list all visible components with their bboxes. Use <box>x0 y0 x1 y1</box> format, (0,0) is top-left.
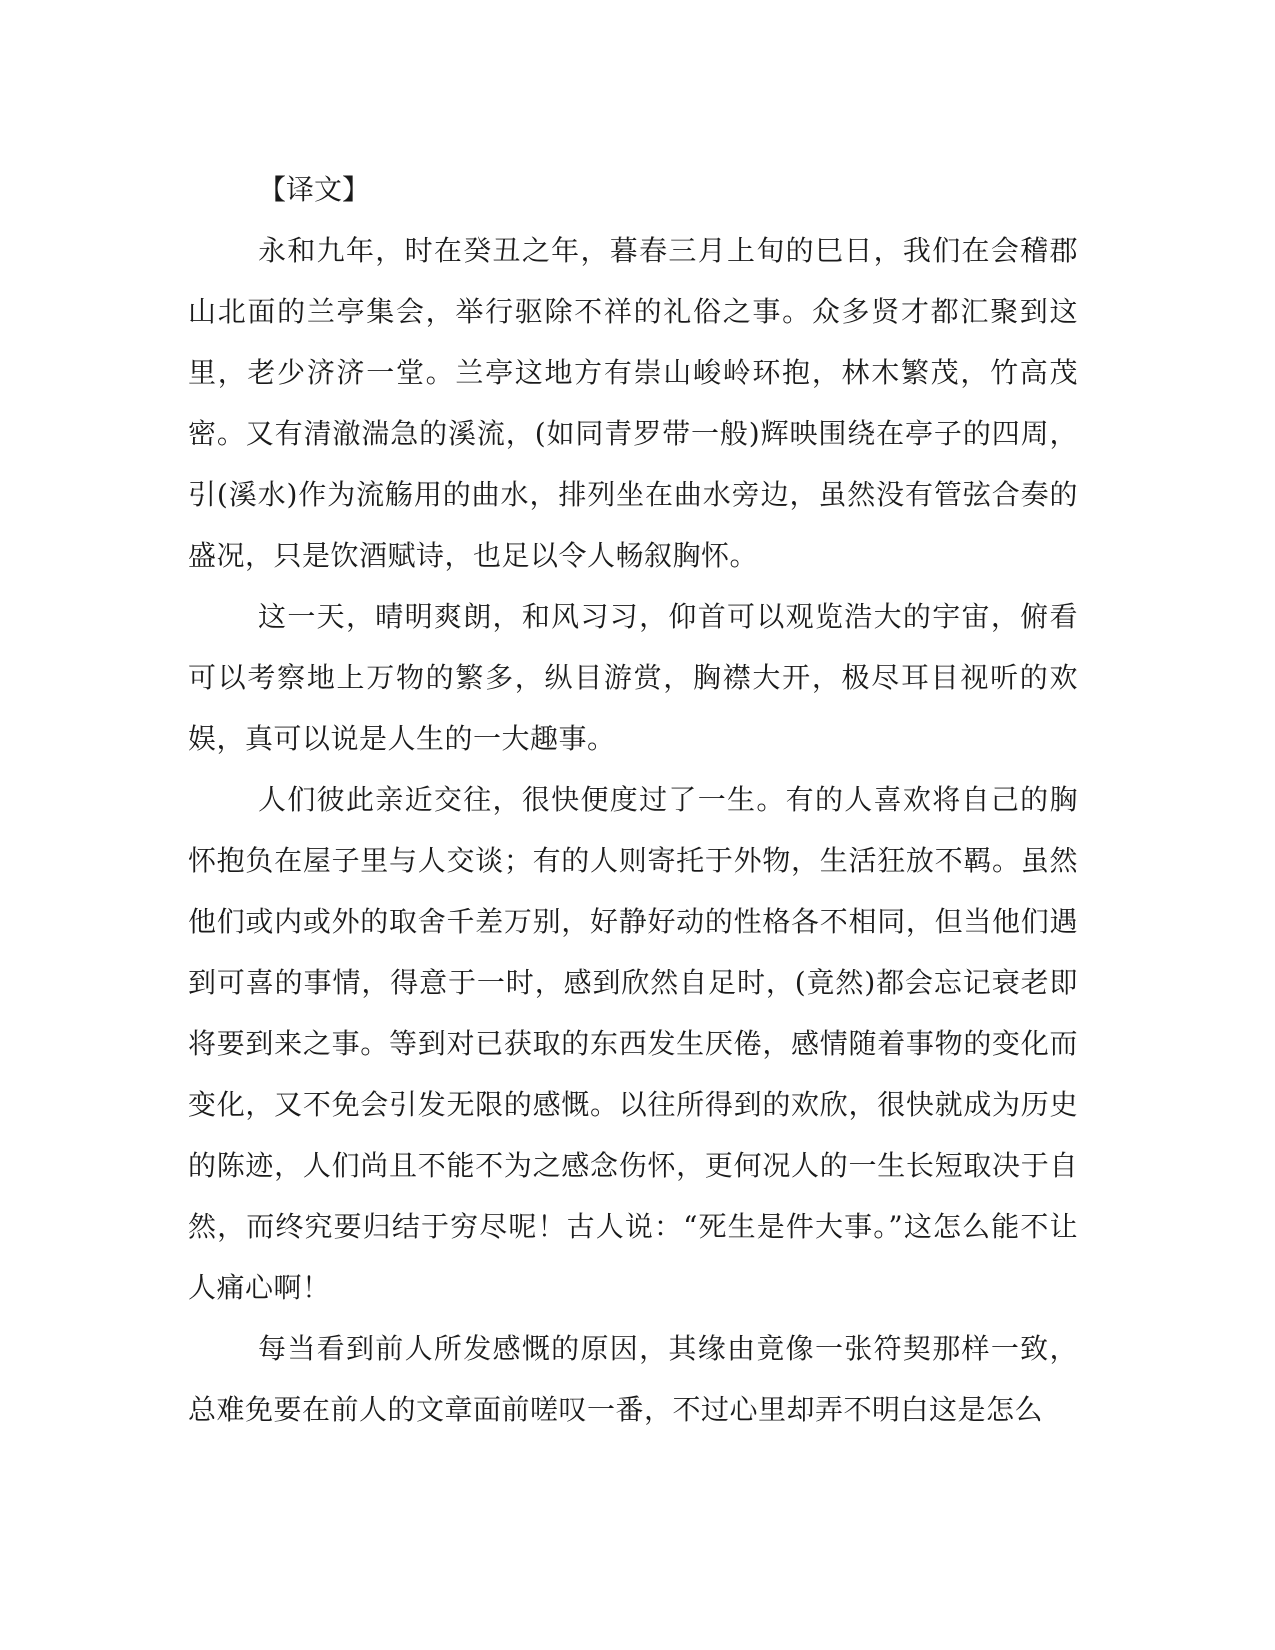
paragraph-3: 人们彼此亲近交往，很快便度过了一生。有的人喜欢将自己的胸怀抱负在屋子里与人交谈；有的人则寄托于外物，生活狂放不羁。虽然他们或内或外的取舍千差万别，好静好动的性格各不相同，但当他们遇到可喜的事情，得意于一时，感到欣然自足时，(竟然)都会忘记衰老即将要到来之事。等到对已获取的东西发生厌倦，感情随着事物的变化而变化，又不免会引发无限的感慨。以往所得到的欢欣，很快就成为历史的陈迹，人们尚且不能不为之感念伤怀，更何况人的一生长短取决于自然，而终究要归结于穷尽呢！古人说：“死生是件大事。”这怎么能不让人痛心啊！ <box>188 783 1078 1304</box>
document-page <box>188 160 1078 1440</box>
paragraph-2: 这一天，晴明爽朗，和风习习，仰首可以观览浩大的宇宙，俯看可以考察地上万物的繁多，纵目游赏，胸襟大开，极尽耳目视听的欢娱，真可以说是人生的一大趣事。 <box>188 600 1078 755</box>
paragraph-4: 每当看到前人所发感慨的原因，其缘由竟像一张符契那样一致，总难免要在前人的文章面前嗟叹一番，不过心里却弄不明白这是怎么 <box>188 1332 1078 1426</box>
section-heading: 【译文】 <box>258 173 371 206</box>
paragraph-1: 永和九年，时在癸丑之年，暮春三月上旬的巳日，我们在会稽郡山北面的兰亭集会，举行驱除不祥的礼俗之事。众多贤才都汇聚到这里，老少济济一堂。兰亭这地方有崇山峻岭环抱，林木繁茂，竹高茂密。又有清澈湍急的溪流，(如同青罗带一般)辉映围绕在亭子的四周，引(溪水)作为流觞用的曲水，排列坐在曲水旁边，虽然没有管弦合奏的盛况，只是饮酒赋诗，也足以令人畅叙胸怀。 <box>188 234 1078 572</box>
